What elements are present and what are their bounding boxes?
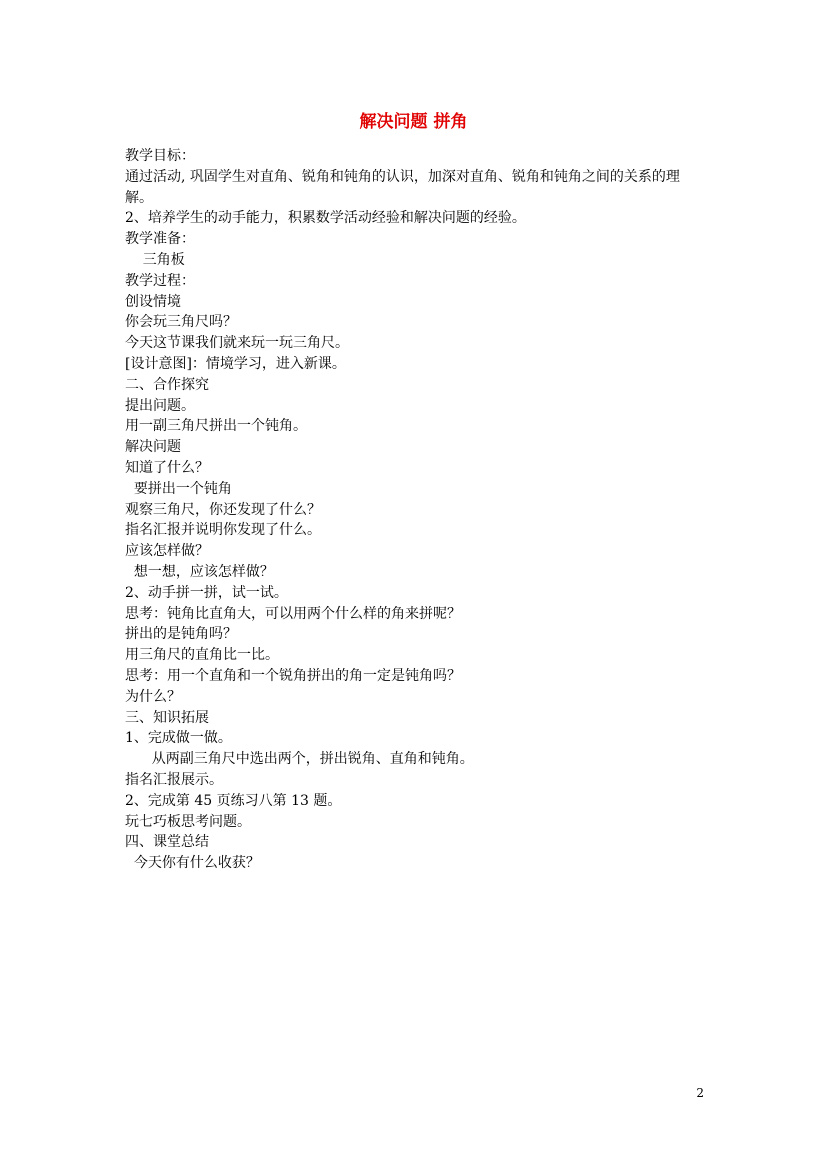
body-line: 从两副三角尺中选出两个，拼出锐角、直角和钝角。 xyxy=(125,751,474,768)
body-line: 提出问题。 xyxy=(125,397,195,414)
body-line: 指名汇报展示。 xyxy=(125,771,223,788)
body-line: 二、合作探究 xyxy=(125,376,209,393)
body-line: 应该怎样做？ xyxy=(125,543,209,560)
body-line: 2、动手拼一拼，试一试。 xyxy=(125,584,288,601)
body-line: 想一想，应该怎样做？ xyxy=(125,563,274,580)
body-line: 用三角尺的直角比一比。 xyxy=(125,647,279,664)
body-line: 你会玩三角尺吗？ xyxy=(125,314,237,331)
body-line: 观察三角尺，你还发现了什么？ xyxy=(125,501,321,518)
body-line: 2、完成第 45 页练习八第 13 题。 xyxy=(125,792,342,809)
document-body xyxy=(125,146,705,874)
body-line: 用一副三角尺拼出一个钝角。 xyxy=(125,418,307,435)
body-line: 思考：用一个直角和一个锐角拼出的角一定是钝角吗？ xyxy=(125,667,461,684)
body-line: 指名汇报并说明你发现了什么。 xyxy=(125,522,321,539)
body-line: 2、培养学生的动手能力，积累数学活动经验和解决问题的经验。 xyxy=(125,210,526,227)
body-line: 四、课堂总结 xyxy=(125,834,209,851)
body-line: 教学目标： xyxy=(125,148,195,164)
body-line: 今天你有什么收获？ xyxy=(125,855,260,872)
body-line: 通过活动, 巩固学生对直角、锐角和钝角的认识，加深对直角、锐角和钝角之间的关系的理解。 xyxy=(125,168,680,206)
body-line: 三、知识拓展 xyxy=(125,709,209,726)
body-line: 要拼出一个钝角 xyxy=(125,480,232,497)
body-line: 为什么？ xyxy=(125,688,181,705)
body-line: 思考：钝角比直角大，可以用两个什么样的角来拼呢？ xyxy=(125,605,461,622)
body-line: 教学准备： xyxy=(125,231,195,248)
page-number: 2 xyxy=(696,1086,704,1100)
body-line: 三角板 xyxy=(125,251,185,268)
body-line: 教学过程： xyxy=(125,272,195,289)
body-line: 解决问题 xyxy=(125,439,181,456)
body-line: 今天这节课我们就来玩一玩三角尺。 xyxy=(125,335,349,352)
body-line: 玩七巧板思考问题。 xyxy=(125,813,251,830)
body-line: 知道了什么？ xyxy=(125,459,209,476)
body-line: 创设情境 xyxy=(125,293,181,310)
document-title: 解决问题 拼角 xyxy=(359,112,468,132)
body-line: 1、完成做一做。 xyxy=(125,730,232,747)
body-line: 拼出的是钝角吗？ xyxy=(125,626,237,643)
body-line: [设计意图]：情境学习，进入新课。 xyxy=(125,355,346,372)
